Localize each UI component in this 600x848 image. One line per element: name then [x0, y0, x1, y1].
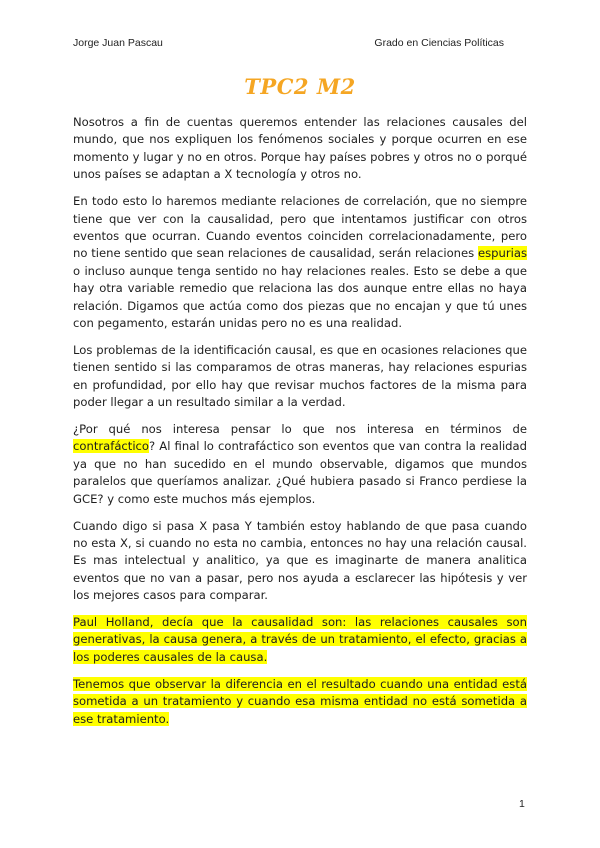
header-course: Grado en Ciencias Políticas [374, 37, 504, 49]
paragraph-2-text-b: o incluso aunque tenga sentido no hay relaciones reales. Esto se debe a que hay otra variable remedio que relaciona las dos aunque entre ellas no haya relación. Digamos que actúa como dos piezas que no encajan y que tú unes con pegamento, estarán unidas pero no es una realidad. [73, 263, 527, 330]
highlight-contrafactico: contrafáctico [73, 439, 150, 454]
highlight-paragraph-6: Paul Holland, decía que la causalidad son: las relaciones causales son generativas, la causa genera, a través de un tratamiento, el efecto, gracias a los poderes causales de la causa. [73, 615, 527, 664]
paragraph-5: Cuando digo si pasa X pasa Y también estoy hablando de que pasa cuando no esta X, si cuando no esta no cambia, entonces no hay una relación causal. Es mas intelectual y analitico, ya que es imaginarte de manera analitica eventos que no van a pasar, pero nos ayuda a esclarecer las hipótesis y ver los mejores casos para comparar. [73, 518, 527, 603]
header-author: Jorge Juan Pascau [73, 37, 163, 49]
page-header [73, 37, 504, 49]
paragraph-4-text-a: ¿Por qué nos interesa pensar lo que nos interesa en términos de [73, 422, 527, 436]
paragraph-1: Nosotros a fin de cuentas queremos entender las relaciones causales del mundo, que nos expliquen los fenómenos sociales y porque ocurren en ese momento y lugar y no en otros. Porque hay países pobres y otros no o porqué unos países se adaptan a X tecnología y otros no. [73, 115, 527, 182]
paragraph-2 [73, 193, 527, 332]
paragraph-6 [73, 614, 527, 666]
paragraph-2-text-a: En todo esto lo haremos mediante relaciones de correlación, que no siempre tiene que ver con la causalidad, pero que intentamos justificar con otros eventos que ocurran. Cuando eventos coinciden correlacionadamente, pero no tiene sentido que sean relaciones de causalidad, serán relaciones [73, 194, 527, 261]
paragraph-7 [73, 676, 527, 728]
paragraph-4-text-b: ? Al final lo contrafáctico son eventos que van contra la realidad ya que no han sucedido en el mundo observable, digamos que mundos paralelos que queríamos analizar. ¿Qué hubiera pasado si Franco perdiese la GCE? y como este muchos más ejemplos. [73, 439, 527, 506]
document-title: TPC2 M2 [244, 74, 356, 99]
paragraph-4 [73, 421, 527, 508]
document-body [73, 114, 527, 738]
highlight-paragraph-7: Tenemos que observar la diferencia en el resultado cuando una entidad está sometida a un tratamiento y cuando esa misma entidad no está sometida a ese tratamiento. [73, 676, 527, 726]
page-number: 1 [519, 798, 525, 810]
highlight-espurias: espurias [477, 246, 527, 261]
paragraph-3: Los problemas de la identificación causal, es que en ocasiones relaciones que tienen sentido si las comparamos de otras maneras, hay relaciones espurias en profundidad, por ello hay que revisar muchos factores de la misma para poder llegar a un resultado similar a la verdad. [73, 342, 527, 410]
